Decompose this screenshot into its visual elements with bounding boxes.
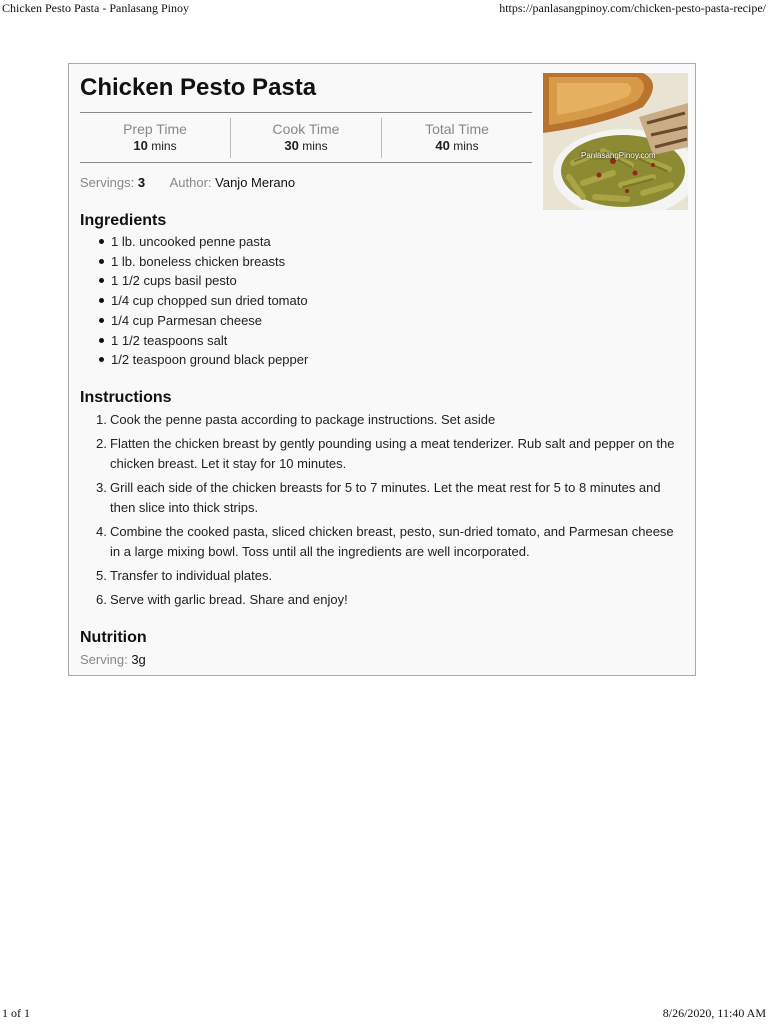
instructions-heading: Instructions [80,389,172,406]
ingredients-list [80,232,680,370]
total-time [382,118,532,158]
recipe-photo [543,73,688,210]
recipe-card [68,63,696,676]
ingredient-item: 1 lb. boneless chicken breasts [80,252,680,272]
nutrition-serving-label: Serving: [80,652,128,667]
recipe-title: Chicken Pesto Pasta [80,74,317,101]
print-datetime: 8/26/2020, 11:40 AM [662,1006,766,1020]
author-name: Vanjo Merano [215,175,296,190]
instruction-step: Grill each side of the chicken breasts for 5 to 7 minutes. Let the meat rest for 5 to 8 minutes and then slice into thick strips. [110,480,661,515]
print-footer [0,1006,768,1022]
total-time-label: Total Time [425,121,489,137]
total-time-value: 40 mins [435,138,479,153]
ingredient-item: 1/4 cup Parmesan cheese [80,311,680,331]
cook-time-label: Cook Time [272,121,340,137]
servings-value: 3 [137,175,146,190]
nutrition-serving [80,652,146,667]
instruction-step: Transfer to individual plates. [110,568,273,583]
nutrition-serving-value: 3g [131,652,146,667]
divider-bottom [80,162,532,163]
author-label: Author: [169,175,212,190]
prep-time [80,118,231,158]
ingredient-item: 1 lb. uncooked penne pasta [80,232,680,252]
instruction-step: Cook the penne pasta according to package instructions. Set aside [110,412,496,427]
instruction-step: Flatten the chicken breast by gently pounding using a meat tenderizer. Rub salt and pepper on the chicken breast. Let it stay for 10 minutes. [110,436,675,471]
instruction-step: Combine the cooked pasta, sliced chicken breast, pesto, sun-dried tomato, and Parmesan cheese in a large mixing bowl. Toss until all the ingredients are well incorporated. [110,524,674,559]
cook-time [231,118,382,158]
divider-top [80,112,532,113]
nutrition-heading: Nutrition [80,629,147,646]
instruction-step: Serve with garlic bread. Share and enjoy! [110,592,348,607]
ingredients-heading: Ingredients [80,212,167,229]
servings-label: Servings: [80,175,135,190]
ingredient-item: 1/4 cup chopped sun dried tomato [80,291,680,311]
cook-time-value: 30 mins [284,138,328,153]
pasta-photo-illustration [543,73,688,210]
prep-time-value: 10 mins [133,138,177,153]
print-header [0,1,768,17]
ingredient-item: 1 1/2 teaspoons salt [80,331,680,351]
prep-time-label: Prep Time [123,121,187,137]
page-count: 1 of 1 [2,1006,30,1020]
print-page-url[interactable]: https://panlasangpinoy.com/chicken-pesto-pasta-recipe/ [499,1,766,15]
print-page-title: Chicken Pesto Pasta - Panlasang Pinoy [2,1,189,15]
ingredient-item: 1/2 teaspoon ground black pepper [80,350,680,370]
instructions-list [80,410,680,614]
photo-watermark: PanlasangPinoy.com [581,151,656,160]
recipe-times [80,118,532,158]
recipe-meta [80,175,295,190]
ingredient-item: 1 1/2 cups basil pesto [80,271,680,291]
